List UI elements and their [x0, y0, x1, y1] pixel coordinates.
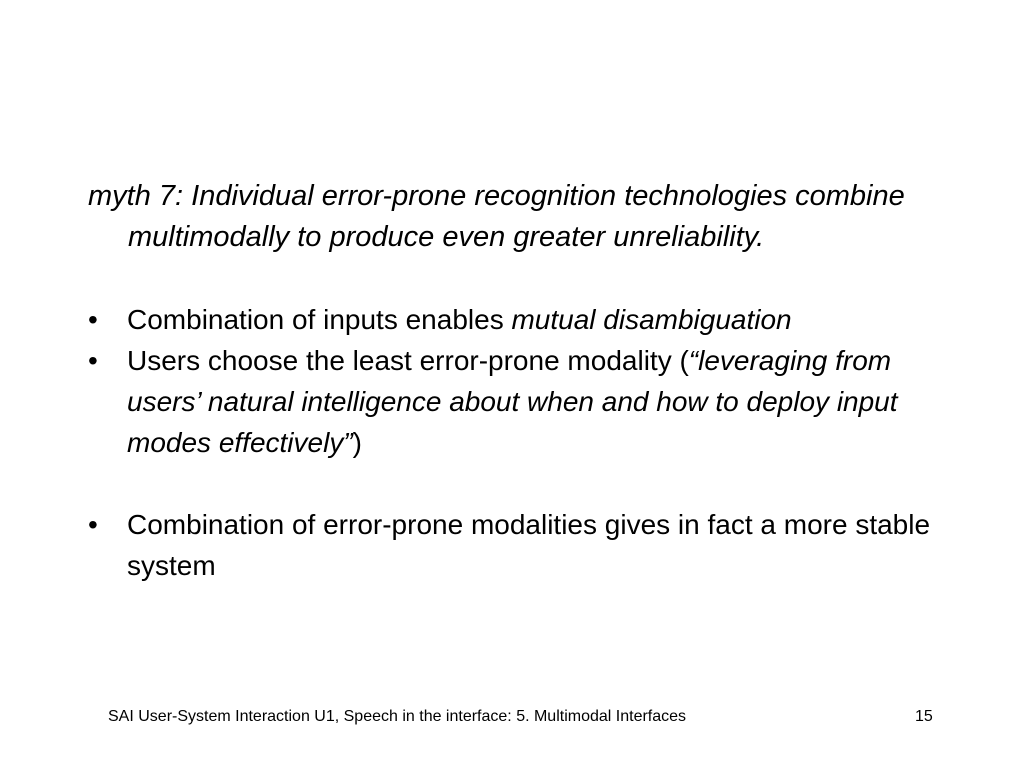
bullet-item-1	[88, 299, 968, 340]
bullet-text: Combination of inputs enables	[127, 304, 512, 335]
bullet-marker: •	[88, 509, 98, 540]
bullet-marker: •	[88, 345, 98, 376]
bullet-text: Combination of error-prone modalities gives in fact a more stable system	[127, 509, 931, 581]
bullet-marker: •	[88, 304, 98, 335]
spacer	[88, 258, 968, 299]
bullet-emphasis: mutual disambiguation	[511, 304, 792, 335]
spacer	[88, 463, 968, 504]
slide-footer: SAI User-System Interaction U1, Speech in the interface: 5. Multimodal Interfaces	[108, 708, 687, 725]
myth-statement: myth 7: Individual error-prone recognition technologies combine multimodally to produce even greater unreliability.	[88, 180, 905, 253]
bullet-item-3	[88, 504, 968, 586]
bullet-text: Users choose the least error-prone modality (	[127, 345, 689, 376]
bullet-item-2	[88, 340, 968, 463]
page-number: 15	[915, 708, 933, 725]
slide-body	[88, 176, 968, 586]
bullet-close-paren: )	[352, 427, 362, 458]
bullet-quote: “leveraging from users’ natural intelligence about when and how to deploy input modes effectively”	[127, 345, 898, 458]
